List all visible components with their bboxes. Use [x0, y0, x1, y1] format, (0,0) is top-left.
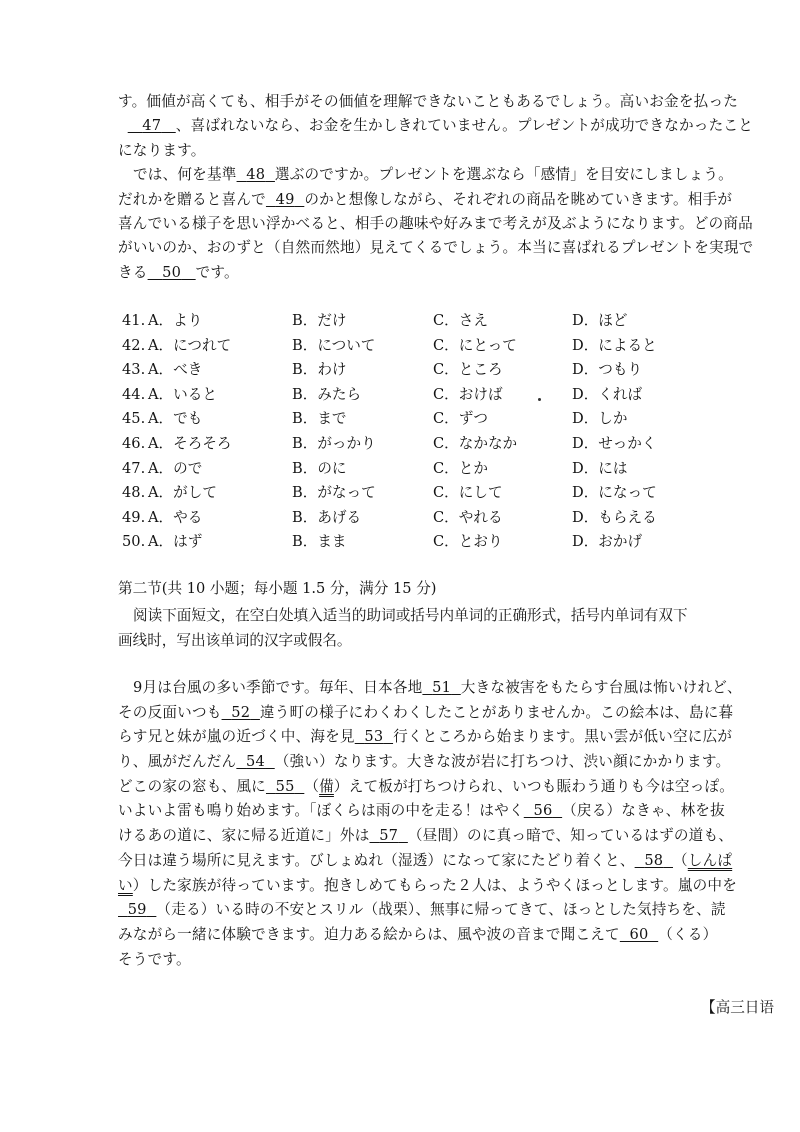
choice-a: A．につれて: [148, 336, 232, 354]
blank-52: 52: [231, 703, 251, 721]
blank-50: 50: [162, 263, 182, 281]
question-row: [122, 530, 722, 555]
choice-c: C．とおり: [433, 533, 503, 551]
choice-a: A．いると: [148, 385, 217, 403]
choice-c: C．にして: [433, 484, 503, 502]
question-number: 42.: [122, 336, 146, 354]
choice-d: D．つもり: [572, 361, 643, 379]
blank-51: 51: [432, 679, 452, 696]
choice-b: B．わけ: [292, 361, 347, 379]
question-row: [122, 457, 722, 482]
passage-2-line: どこの家の窓も、風に 55 （備）えて板が打ちつけられ、いつも賑わう通りも今は空っぽ。: [118, 777, 735, 795]
blank-49: 49: [275, 190, 295, 208]
passage-2-line: けるあの道に、家に帰る近道に」外は 57 （昼間）のに真っ暗で、知っているはずの道も、: [118, 827, 734, 845]
choice-a: A．でも: [148, 410, 203, 428]
passage-2-line: 今日は違う場所に見えます。びしょぬれ（湿透）になって家にたどり着くと、 58 （しんぱ: [118, 851, 733, 869]
choice-d: D．には: [572, 459, 628, 477]
choice-b: B．がっかり: [292, 434, 376, 452]
stray-mark: [538, 398, 541, 401]
question-number: 43.: [122, 361, 146, 379]
choice-b: B．だけ: [292, 312, 347, 329]
choice-d: D．せっかく: [572, 434, 657, 452]
choice-b: B．まで: [292, 410, 347, 428]
choice-a: A．より: [148, 312, 203, 329]
instruction-line: 画线时，写出该单词的汉字或假名。: [118, 632, 352, 649]
blank-59: 59: [127, 901, 147, 919]
choice-c: C．ところ: [433, 361, 503, 379]
passage-1-line: きる 50 です。: [118, 263, 239, 281]
blank-53: 53: [364, 728, 384, 746]
choice-c: C．おけば: [433, 385, 503, 403]
blank-55: 55: [275, 777, 295, 795]
blank-54: 54: [246, 753, 266, 771]
choice-a: A．はず: [148, 533, 203, 551]
choice-c: C．なかなか: [433, 434, 518, 452]
choice-d: D．によると: [572, 336, 657, 354]
choice-c: C．やれる: [433, 508, 503, 526]
passage-1-line: がいいのか、おのずと（自然而然地）見えてくるでしょう。本当に喜ばれるプレゼントを実現で: [118, 239, 754, 257]
passage-2-line: い）した家族が待っています。抱きしめてもらった２人は、ようやくほっとします。嵐の中を: [118, 876, 738, 894]
choice-b: B．について: [292, 336, 376, 354]
choice-c: C．ずつ: [433, 410, 488, 428]
passage-2-line: 9月は台風の多い季節です。毎年、日本各地 51 大きな被害をもたらす台風は怖いけれど、: [133, 679, 742, 696]
double-underlined-word: 備: [319, 777, 334, 795]
question-row: [122, 358, 722, 383]
answer-choices: [122, 309, 722, 555]
choice-b: B．まま: [292, 533, 347, 551]
double-underlined-word: い: [118, 876, 133, 894]
question-number: 44.: [122, 385, 146, 403]
question-number: 46.: [122, 434, 146, 452]
blank-57: 57: [379, 827, 399, 845]
blank-58: 58: [644, 851, 664, 869]
choice-c: C．とか: [433, 459, 488, 477]
question-row: [122, 432, 722, 457]
instruction-line: 阅读下面短文，在空白处填入适当的助词或括号内单词的正确形式，括号内单词有双下: [133, 607, 688, 624]
choice-d: D．ほど: [572, 312, 628, 329]
passage-2-line: みながら一緒に体験できます。迫力ある絵からは、風や波の音まで聞こえて 60 （くる）: [118, 925, 718, 943]
question-number: 50.: [122, 533, 146, 551]
choice-a: A．やる: [148, 508, 203, 526]
question-row: [122, 481, 722, 506]
choice-d: D．くれば: [572, 385, 643, 403]
question-number: 47.: [122, 459, 146, 477]
passage-1-line: す。価値が高くても、相手がその価値を理解できないこともあるでしょう。高いお金を払った: [118, 93, 739, 110]
blank-60: 60: [629, 925, 649, 943]
passage-2-line: いよいよ雷も鳴り始めます。「ぼくらは雨の中を走る！はやく 56 （戻る）なきゃ、林を抜: [118, 802, 725, 820]
passage-2-line: らす兄と妹が嵐の近づく中、海を見 53 行くところから始まります。黒い雲が低い空に広が: [118, 728, 733, 746]
choice-a: A．ので: [148, 459, 203, 477]
passage-1: [118, 90, 754, 285]
choice-a: A．がして: [148, 484, 217, 502]
section-instructions: [118, 603, 728, 653]
choice-d: D．になって: [572, 484, 657, 502]
passage-1-line: になります。: [118, 141, 206, 159]
blank-48: 48: [246, 166, 266, 184]
passage-1-line: だれかを贈ると喜んで 49 のかと想像しながら、それぞれの商品を眺めていきます。相手が: [118, 190, 733, 208]
choice-b: B．のに: [292, 459, 347, 477]
passage-2-line: その反面いつも 52 違う町の様子にわくわくしたことがありませんか。この絵本は、島に暮: [118, 703, 734, 721]
blank-56: 56: [533, 802, 553, 820]
blank-47: 47: [142, 117, 162, 135]
passage-2-line: そうです。: [118, 950, 191, 968]
passage-2: [118, 676, 742, 972]
question-row: [122, 383, 722, 408]
choice-c: C．にとって: [433, 336, 517, 354]
passage-1-line: では、何を基準 48 選ぶのですか。プレゼントを選ぶなら「感情」を目安にしましょう。: [133, 166, 733, 184]
section-title: 第二节(共 10 小题；每小题 1.5 分，满分 15 分): [118, 580, 437, 597]
passage-1-line: 47 、喜ばれないなら、お金を生かしきれていません。プレゼントが成功できなかったこと: [118, 114, 726, 138]
passage-1-line: 喜んでいる様子を思い浮かべると、相手の趣味や好みまで考えが及ぶようになります。どの商品: [118, 214, 753, 232]
question-number: 45.: [122, 410, 146, 428]
choice-d: D．おかげ: [572, 533, 643, 551]
choice-b: B．あげる: [292, 508, 362, 526]
choice-a: A．そろそろ: [148, 434, 232, 452]
choice-a: A．べき: [148, 361, 203, 379]
passage-2-line: り、風がだんだん 54 （強い）なります。大きな波が岩に打ちつけ、渋い顔にかかります。: [118, 753, 731, 771]
question-number: 41.: [122, 312, 146, 329]
question-number: 49.: [122, 508, 146, 526]
question-row: [122, 334, 722, 359]
question-number: 48.: [122, 484, 146, 502]
question-row: [122, 309, 722, 334]
question-row: [122, 407, 722, 432]
double-underlined-word: しんぱ: [687, 851, 733, 869]
choice-d: D．もらえる: [572, 508, 657, 526]
choice-b: B．がなって: [292, 484, 376, 502]
passage-2-line: 59 （走る）いる時の不安とスリル（战栗）、無事に帰ってきて、ほっとした気持ちを、読: [118, 898, 726, 923]
choice-d: D．しか: [572, 410, 628, 428]
question-row: [122, 506, 722, 531]
choice-b: B．みたら: [292, 385, 362, 403]
choice-c: C．さえ: [433, 312, 488, 329]
footer-label: 【高三日语: [701, 999, 774, 1016]
